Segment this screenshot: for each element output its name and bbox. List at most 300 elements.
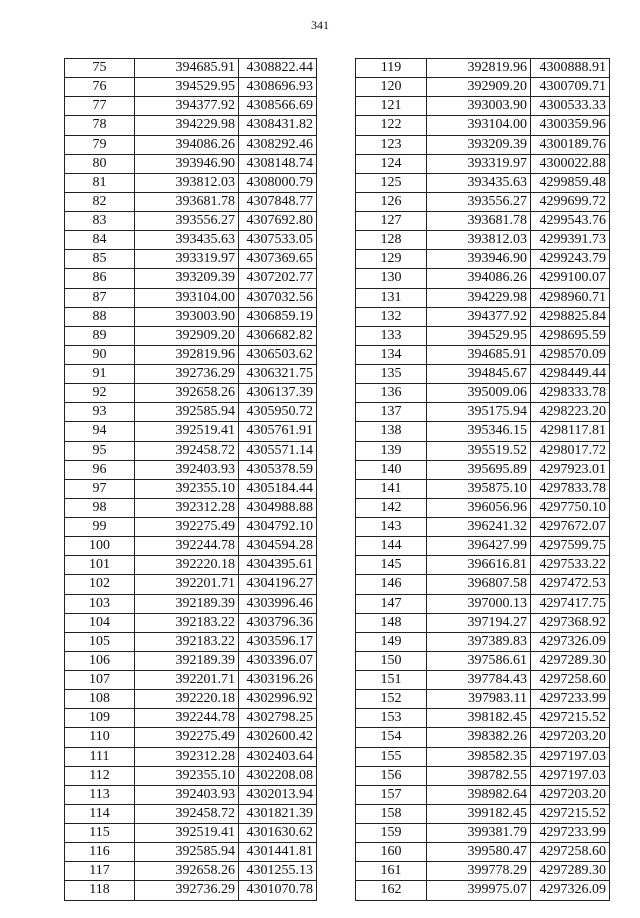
table-row (65, 97, 317, 116)
table-row (356, 460, 610, 479)
point-number-cell: 129 (356, 250, 427, 269)
x-coordinate-cell: 398182.45 (427, 709, 531, 728)
point-number-cell: 145 (356, 556, 427, 575)
point-number-cell: 81 (65, 173, 135, 192)
table-row (356, 843, 610, 862)
coordinates-table-right (355, 58, 610, 901)
point-number-cell: 114 (65, 804, 135, 823)
table-row (356, 345, 610, 364)
y-coordinate-cell: 4299859.48 (531, 173, 610, 192)
point-number-cell: 150 (356, 651, 427, 670)
x-coordinate-cell: 393319.97 (135, 250, 239, 269)
table-row (65, 250, 317, 269)
table-row (65, 345, 317, 364)
x-coordinate-cell: 393003.90 (135, 307, 239, 326)
table-row (65, 422, 317, 441)
y-coordinate-cell: 4305761.91 (239, 422, 317, 441)
x-coordinate-cell: 394086.26 (135, 135, 239, 154)
table-row (356, 365, 610, 384)
point-number-cell: 92 (65, 384, 135, 403)
y-coordinate-cell: 4304594.28 (239, 537, 317, 556)
y-coordinate-cell: 4301441.81 (239, 843, 317, 862)
point-number-cell: 89 (65, 326, 135, 345)
point-number-cell: 90 (65, 345, 135, 364)
point-number-cell: 80 (65, 154, 135, 173)
y-coordinate-cell: 4308000.79 (239, 173, 317, 192)
table-row (356, 709, 610, 728)
y-coordinate-cell: 4297472.53 (531, 575, 610, 594)
table-row (65, 785, 317, 804)
x-coordinate-cell: 392183.22 (135, 613, 239, 632)
x-coordinate-cell: 392244.78 (135, 709, 239, 728)
x-coordinate-cell: 393812.03 (427, 231, 531, 250)
y-coordinate-cell: 4297326.09 (531, 881, 610, 900)
table-row (356, 556, 610, 575)
x-coordinate-cell: 394086.26 (427, 269, 531, 288)
x-coordinate-cell: 399381.79 (427, 824, 531, 843)
x-coordinate-cell: 392355.10 (135, 766, 239, 785)
point-number-cell: 130 (356, 269, 427, 288)
point-number-cell: 122 (356, 116, 427, 135)
table-row (356, 651, 610, 670)
point-number-cell: 158 (356, 804, 427, 823)
x-coordinate-cell: 392519.41 (135, 422, 239, 441)
point-number-cell: 105 (65, 632, 135, 651)
y-coordinate-cell: 4305378.59 (239, 460, 317, 479)
table-row (65, 479, 317, 498)
y-coordinate-cell: 4297289.30 (531, 862, 610, 881)
point-number-cell: 103 (65, 594, 135, 613)
table-row (65, 173, 317, 192)
y-coordinate-cell: 4305571.14 (239, 441, 317, 460)
point-number-cell: 115 (65, 824, 135, 843)
x-coordinate-cell: 393556.27 (427, 192, 531, 211)
table-row (356, 594, 610, 613)
x-coordinate-cell: 393681.78 (427, 212, 531, 231)
y-coordinate-cell: 4302208.08 (239, 766, 317, 785)
y-coordinate-cell: 4306682.82 (239, 326, 317, 345)
x-coordinate-cell: 392585.94 (135, 843, 239, 862)
y-coordinate-cell: 4297215.52 (531, 804, 610, 823)
point-number-cell: 157 (356, 785, 427, 804)
table-row (356, 288, 610, 307)
y-coordinate-cell: 4306859.19 (239, 307, 317, 326)
x-coordinate-cell: 392220.18 (135, 556, 239, 575)
y-coordinate-cell: 4307202.77 (239, 269, 317, 288)
y-coordinate-cell: 4302403.64 (239, 747, 317, 766)
table-row (65, 709, 317, 728)
table-row (356, 804, 610, 823)
table-row (65, 498, 317, 517)
point-number-cell: 94 (65, 422, 135, 441)
point-number-cell: 141 (356, 479, 427, 498)
x-coordinate-cell: 393209.39 (427, 135, 531, 154)
table-row (65, 556, 317, 575)
y-coordinate-cell: 4306503.62 (239, 345, 317, 364)
y-coordinate-cell: 4298960.71 (531, 288, 610, 307)
y-coordinate-cell: 4297599.75 (531, 537, 610, 556)
x-coordinate-cell: 392819.96 (135, 345, 239, 364)
table-row (356, 154, 610, 173)
table-row (356, 479, 610, 498)
point-number-cell: 98 (65, 498, 135, 517)
point-number-cell: 131 (356, 288, 427, 307)
coordinates-table-left (64, 58, 317, 901)
x-coordinate-cell: 398782.55 (427, 766, 531, 785)
x-coordinate-cell: 392909.20 (427, 78, 531, 97)
x-coordinate-cell: 397586.61 (427, 651, 531, 670)
y-coordinate-cell: 4299243.79 (531, 250, 610, 269)
table-row (65, 403, 317, 422)
table-row (356, 384, 610, 403)
y-coordinate-cell: 4304395.61 (239, 556, 317, 575)
x-coordinate-cell: 395009.06 (427, 384, 531, 403)
point-number-cell: 100 (65, 537, 135, 556)
point-number-cell: 110 (65, 728, 135, 747)
page-number: 341 (311, 18, 329, 32)
table-row (65, 326, 317, 345)
point-number-cell: 79 (65, 135, 135, 154)
table-row (65, 804, 317, 823)
x-coordinate-cell: 399182.45 (427, 804, 531, 823)
point-number-cell: 88 (65, 307, 135, 326)
x-coordinate-cell: 395346.15 (427, 422, 531, 441)
x-coordinate-cell: 392458.72 (135, 441, 239, 460)
table-row (356, 403, 610, 422)
y-coordinate-cell: 4297533.22 (531, 556, 610, 575)
table-row (356, 59, 610, 78)
table-row (65, 116, 317, 135)
table-row (356, 192, 610, 211)
table-row (356, 212, 610, 231)
y-coordinate-cell: 4308148.74 (239, 154, 317, 173)
point-number-cell: 126 (356, 192, 427, 211)
point-number-cell: 113 (65, 785, 135, 804)
table-row (356, 690, 610, 709)
x-coordinate-cell: 394685.91 (135, 59, 239, 78)
table-row (65, 594, 317, 613)
table-row (65, 518, 317, 537)
table-row (356, 613, 610, 632)
table-row (356, 250, 610, 269)
table-row (356, 785, 610, 804)
table-row (356, 747, 610, 766)
point-number-cell: 132 (356, 307, 427, 326)
y-coordinate-cell: 4297289.30 (531, 651, 610, 670)
y-coordinate-cell: 4301821.39 (239, 804, 317, 823)
y-coordinate-cell: 4300709.71 (531, 78, 610, 97)
point-number-cell: 107 (65, 671, 135, 690)
x-coordinate-cell: 393003.90 (427, 97, 531, 116)
point-number-cell: 124 (356, 154, 427, 173)
x-coordinate-cell: 398582.35 (427, 747, 531, 766)
table-row (356, 537, 610, 556)
y-coordinate-cell: 4297750.10 (531, 498, 610, 517)
table-body-left (65, 59, 317, 901)
y-coordinate-cell: 4308696.93 (239, 78, 317, 97)
point-number-cell: 136 (356, 384, 427, 403)
point-number-cell: 106 (65, 651, 135, 670)
table-row (356, 498, 610, 517)
x-coordinate-cell: 393556.27 (135, 212, 239, 231)
point-number-cell: 95 (65, 441, 135, 460)
y-coordinate-cell: 4307692.80 (239, 212, 317, 231)
x-coordinate-cell: 392183.22 (135, 632, 239, 651)
x-coordinate-cell: 392312.28 (135, 747, 239, 766)
point-number-cell: 101 (65, 556, 135, 575)
y-coordinate-cell: 4298825.84 (531, 307, 610, 326)
y-coordinate-cell: 4298017.72 (531, 441, 610, 460)
y-coordinate-cell: 4297258.60 (531, 843, 610, 862)
point-number-cell: 97 (65, 479, 135, 498)
y-coordinate-cell: 4305950.72 (239, 403, 317, 422)
y-coordinate-cell: 4298449.44 (531, 365, 610, 384)
point-number-cell: 96 (65, 460, 135, 479)
table-row (65, 690, 317, 709)
point-number-cell: 75 (65, 59, 135, 78)
table-row (356, 78, 610, 97)
x-coordinate-cell: 392355.10 (135, 479, 239, 498)
x-coordinate-cell: 392275.49 (135, 728, 239, 747)
y-coordinate-cell: 4303796.36 (239, 613, 317, 632)
x-coordinate-cell: 392244.78 (135, 537, 239, 556)
x-coordinate-cell: 392658.26 (135, 384, 239, 403)
y-coordinate-cell: 4297233.99 (531, 690, 610, 709)
table-row (65, 365, 317, 384)
x-coordinate-cell: 393681.78 (135, 192, 239, 211)
table-row (65, 632, 317, 651)
x-coordinate-cell: 392585.94 (135, 403, 239, 422)
y-coordinate-cell: 4299699.72 (531, 192, 610, 211)
point-number-cell: 120 (356, 78, 427, 97)
point-number-cell: 149 (356, 632, 427, 651)
x-coordinate-cell: 394229.98 (427, 288, 531, 307)
table-row (65, 135, 317, 154)
x-coordinate-cell: 394845.67 (427, 365, 531, 384)
x-coordinate-cell: 393319.97 (427, 154, 531, 173)
x-coordinate-cell: 397983.11 (427, 690, 531, 709)
point-number-cell: 139 (356, 441, 427, 460)
point-number-cell: 76 (65, 78, 135, 97)
x-coordinate-cell: 392819.96 (427, 59, 531, 78)
point-number-cell: 162 (356, 881, 427, 900)
x-coordinate-cell: 392220.18 (135, 690, 239, 709)
x-coordinate-cell: 394529.95 (135, 78, 239, 97)
table-row (356, 269, 610, 288)
point-number-cell: 111 (65, 747, 135, 766)
x-coordinate-cell: 396427.99 (427, 537, 531, 556)
table-row (356, 97, 610, 116)
table-row (356, 135, 610, 154)
point-number-cell: 147 (356, 594, 427, 613)
point-number-cell: 104 (65, 613, 135, 632)
x-coordinate-cell: 398982.64 (427, 785, 531, 804)
x-coordinate-cell: 394685.91 (427, 345, 531, 364)
table-row (356, 231, 610, 250)
y-coordinate-cell: 4297672.07 (531, 518, 610, 537)
point-number-cell: 134 (356, 345, 427, 364)
x-coordinate-cell: 399975.07 (427, 881, 531, 900)
table-row (65, 441, 317, 460)
y-coordinate-cell: 4301070.78 (239, 881, 317, 900)
y-coordinate-cell: 4298117.81 (531, 422, 610, 441)
point-number-cell: 123 (356, 135, 427, 154)
x-coordinate-cell: 395175.94 (427, 403, 531, 422)
point-number-cell: 121 (356, 97, 427, 116)
y-coordinate-cell: 4307848.77 (239, 192, 317, 211)
table-row (65, 728, 317, 747)
point-number-cell: 86 (65, 269, 135, 288)
table-row (65, 843, 317, 862)
point-number-cell: 118 (65, 881, 135, 900)
x-coordinate-cell: 399778.29 (427, 862, 531, 881)
table-row (356, 632, 610, 651)
table-row (65, 288, 317, 307)
y-coordinate-cell: 4297233.99 (531, 824, 610, 843)
table-row (65, 269, 317, 288)
point-number-cell: 109 (65, 709, 135, 728)
y-coordinate-cell: 4297203.20 (531, 785, 610, 804)
x-coordinate-cell: 392403.93 (135, 460, 239, 479)
x-coordinate-cell: 394229.98 (135, 116, 239, 135)
table-row (65, 537, 317, 556)
point-number-cell: 151 (356, 671, 427, 690)
table-row (356, 824, 610, 843)
point-number-cell: 125 (356, 173, 427, 192)
table-row (65, 651, 317, 670)
point-number-cell: 119 (356, 59, 427, 78)
y-coordinate-cell: 4302996.92 (239, 690, 317, 709)
x-coordinate-cell: 392201.71 (135, 671, 239, 690)
x-coordinate-cell: 397000.13 (427, 594, 531, 613)
table-row (356, 881, 610, 900)
table-row (356, 422, 610, 441)
x-coordinate-cell: 398382.26 (427, 728, 531, 747)
point-number-cell: 78 (65, 116, 135, 135)
y-coordinate-cell: 4304988.88 (239, 498, 317, 517)
point-number-cell: 152 (356, 690, 427, 709)
point-number-cell: 153 (356, 709, 427, 728)
point-number-cell: 155 (356, 747, 427, 766)
x-coordinate-cell: 392736.29 (135, 881, 239, 900)
y-coordinate-cell: 4306321.75 (239, 365, 317, 384)
x-coordinate-cell: 392519.41 (135, 824, 239, 843)
point-number-cell: 116 (65, 843, 135, 862)
table-row (65, 766, 317, 785)
x-coordinate-cell: 392201.71 (135, 575, 239, 594)
point-number-cell: 148 (356, 613, 427, 632)
y-coordinate-cell: 4298695.59 (531, 326, 610, 345)
y-coordinate-cell: 4298223.20 (531, 403, 610, 422)
y-coordinate-cell: 4300189.76 (531, 135, 610, 154)
x-coordinate-cell: 393946.90 (135, 154, 239, 173)
point-number-cell: 112 (65, 766, 135, 785)
x-coordinate-cell: 392403.93 (135, 785, 239, 804)
x-coordinate-cell: 393209.39 (135, 269, 239, 288)
x-coordinate-cell: 392189.39 (135, 651, 239, 670)
point-number-cell: 154 (356, 728, 427, 747)
y-coordinate-cell: 4297923.01 (531, 460, 610, 479)
point-number-cell: 127 (356, 212, 427, 231)
y-coordinate-cell: 4307533.05 (239, 231, 317, 250)
point-number-cell: 159 (356, 824, 427, 843)
y-coordinate-cell: 4297833.78 (531, 479, 610, 498)
table-row (356, 518, 610, 537)
y-coordinate-cell: 4299100.07 (531, 269, 610, 288)
y-coordinate-cell: 4299543.76 (531, 212, 610, 231)
table-row (356, 766, 610, 785)
table-row (65, 613, 317, 632)
x-coordinate-cell: 397194.27 (427, 613, 531, 632)
table-row (356, 173, 610, 192)
point-number-cell: 99 (65, 518, 135, 537)
point-number-cell: 156 (356, 766, 427, 785)
table-row (356, 575, 610, 594)
table-row (356, 862, 610, 881)
x-coordinate-cell: 393946.90 (427, 250, 531, 269)
table-row (356, 441, 610, 460)
point-number-cell: 140 (356, 460, 427, 479)
x-coordinate-cell: 393812.03 (135, 173, 239, 192)
table-row (65, 231, 317, 250)
point-number-cell: 142 (356, 498, 427, 517)
table-row (356, 326, 610, 345)
table-row (65, 212, 317, 231)
point-number-cell: 85 (65, 250, 135, 269)
y-coordinate-cell: 4300533.33 (531, 97, 610, 116)
y-coordinate-cell: 4299391.73 (531, 231, 610, 250)
x-coordinate-cell: 395519.52 (427, 441, 531, 460)
y-coordinate-cell: 4308431.82 (239, 116, 317, 135)
y-coordinate-cell: 4302013.94 (239, 785, 317, 804)
point-number-cell: 87 (65, 288, 135, 307)
point-number-cell: 108 (65, 690, 135, 709)
table-row (356, 671, 610, 690)
point-number-cell: 91 (65, 365, 135, 384)
y-coordinate-cell: 4297215.52 (531, 709, 610, 728)
x-coordinate-cell: 392458.72 (135, 804, 239, 823)
x-coordinate-cell: 392736.29 (135, 365, 239, 384)
point-number-cell: 93 (65, 403, 135, 422)
x-coordinate-cell: 395695.89 (427, 460, 531, 479)
y-coordinate-cell: 4302798.25 (239, 709, 317, 728)
x-coordinate-cell: 396807.58 (427, 575, 531, 594)
y-coordinate-cell: 4303196.26 (239, 671, 317, 690)
table-row (356, 307, 610, 326)
y-coordinate-cell: 4303996.46 (239, 594, 317, 613)
table-row (65, 154, 317, 173)
point-number-cell: 83 (65, 212, 135, 231)
x-coordinate-cell: 393435.63 (135, 231, 239, 250)
y-coordinate-cell: 4308822.44 (239, 59, 317, 78)
y-coordinate-cell: 4307032.56 (239, 288, 317, 307)
y-coordinate-cell: 4307369.65 (239, 250, 317, 269)
y-coordinate-cell: 4301255.13 (239, 862, 317, 881)
point-number-cell: 137 (356, 403, 427, 422)
x-coordinate-cell: 393104.00 (427, 116, 531, 135)
point-number-cell: 82 (65, 192, 135, 211)
table-body-right (356, 59, 610, 901)
table-row (65, 59, 317, 78)
y-coordinate-cell: 4305184.44 (239, 479, 317, 498)
y-coordinate-cell: 4297197.03 (531, 747, 610, 766)
y-coordinate-cell: 4300359.96 (531, 116, 610, 135)
x-coordinate-cell: 396616.81 (427, 556, 531, 575)
point-number-cell: 102 (65, 575, 135, 594)
table-row (65, 192, 317, 211)
x-coordinate-cell: 392312.28 (135, 498, 239, 517)
table-row (356, 728, 610, 747)
